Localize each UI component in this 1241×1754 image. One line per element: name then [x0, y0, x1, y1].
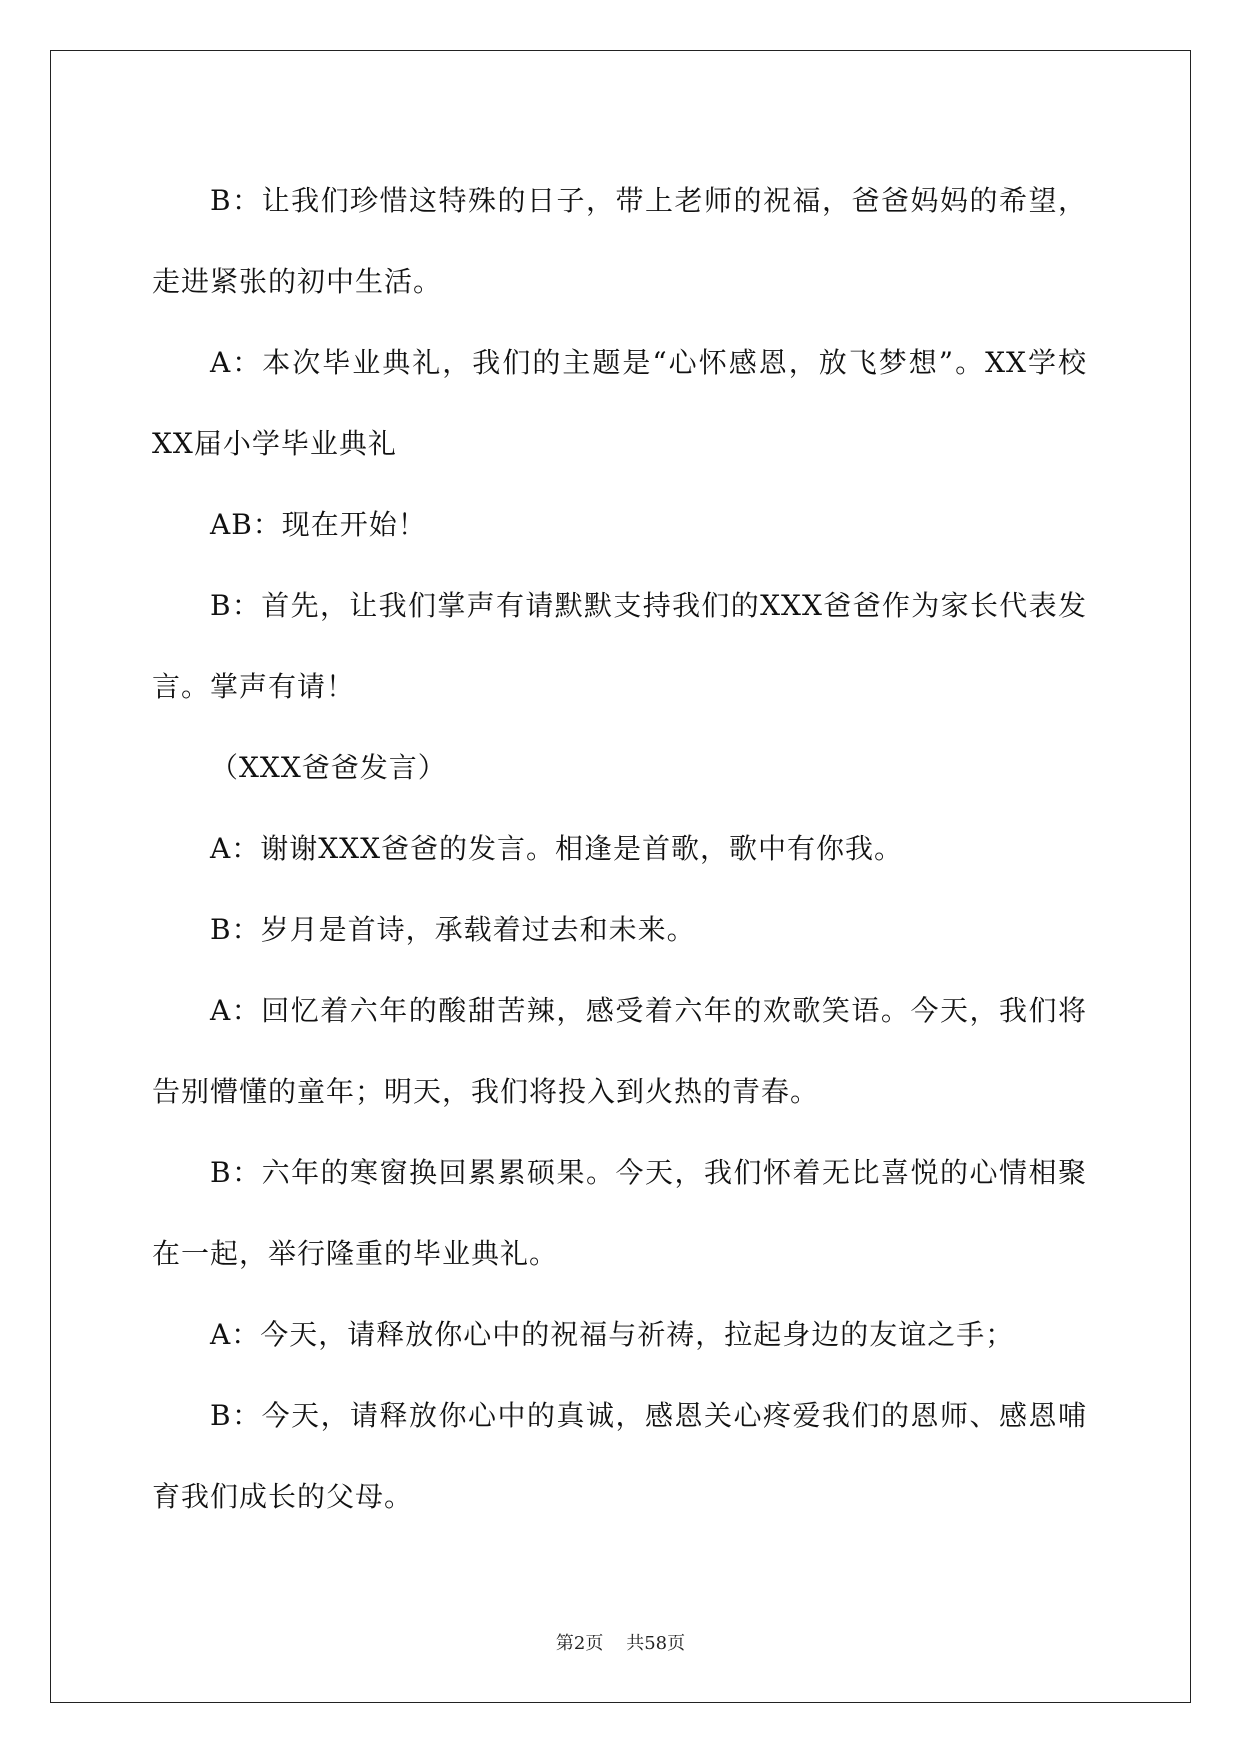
paragraph: （XXX爸爸发言）	[210, 751, 447, 784]
document-body	[152, 160, 1087, 1537]
page-number: 第2页	[555, 1633, 604, 1654]
page-footer	[0, 1629, 1241, 1655]
paragraph: B：今天，请释放你心中的真诚，感恩关心疼爱我们的恩师、感恩哺育我们成长的父母。	[152, 1399, 1087, 1513]
paragraph: B：六年的寒窗换回累累硕果。今天，我们怀着无比喜悦的心情相聚在一起，举行隆重的毕业典礼。	[152, 1156, 1087, 1270]
paragraph: AB：现在开始！	[210, 508, 427, 541]
paragraph: B：岁月是首诗，承载着过去和未来。	[210, 913, 696, 946]
footer-spacer	[603, 1633, 626, 1654]
paragraph: A：谢谢XXX爸爸的发言。相逢是首歌，歌中有你我。	[210, 832, 904, 865]
total-pages: 共58页	[626, 1633, 686, 1654]
paragraph: A：今天，请释放你心中的祝福与祈祷，拉起身边的友谊之手；	[210, 1318, 1015, 1351]
paragraph: A：本次毕业典礼，我们的主题是“心怀感恩，放飞梦想”。XX学校XX届小学毕业典礼	[152, 346, 1087, 460]
paragraph: B：让我们珍惜这特殊的日子，带上老师的祝福，爸爸妈妈的希望，走进紧张的初中生活。	[152, 184, 1087, 298]
paragraph: B：首先，让我们掌声有请默默支持我们的XXX爸爸作为家长代表发言。掌声有请！	[152, 589, 1087, 703]
paragraph: A：回忆着六年的酸甜苦辣，感受着六年的欢歌笑语。今天，我们将告别懵懂的童年；明天，我们将投入到火热的青春。	[152, 994, 1087, 1108]
